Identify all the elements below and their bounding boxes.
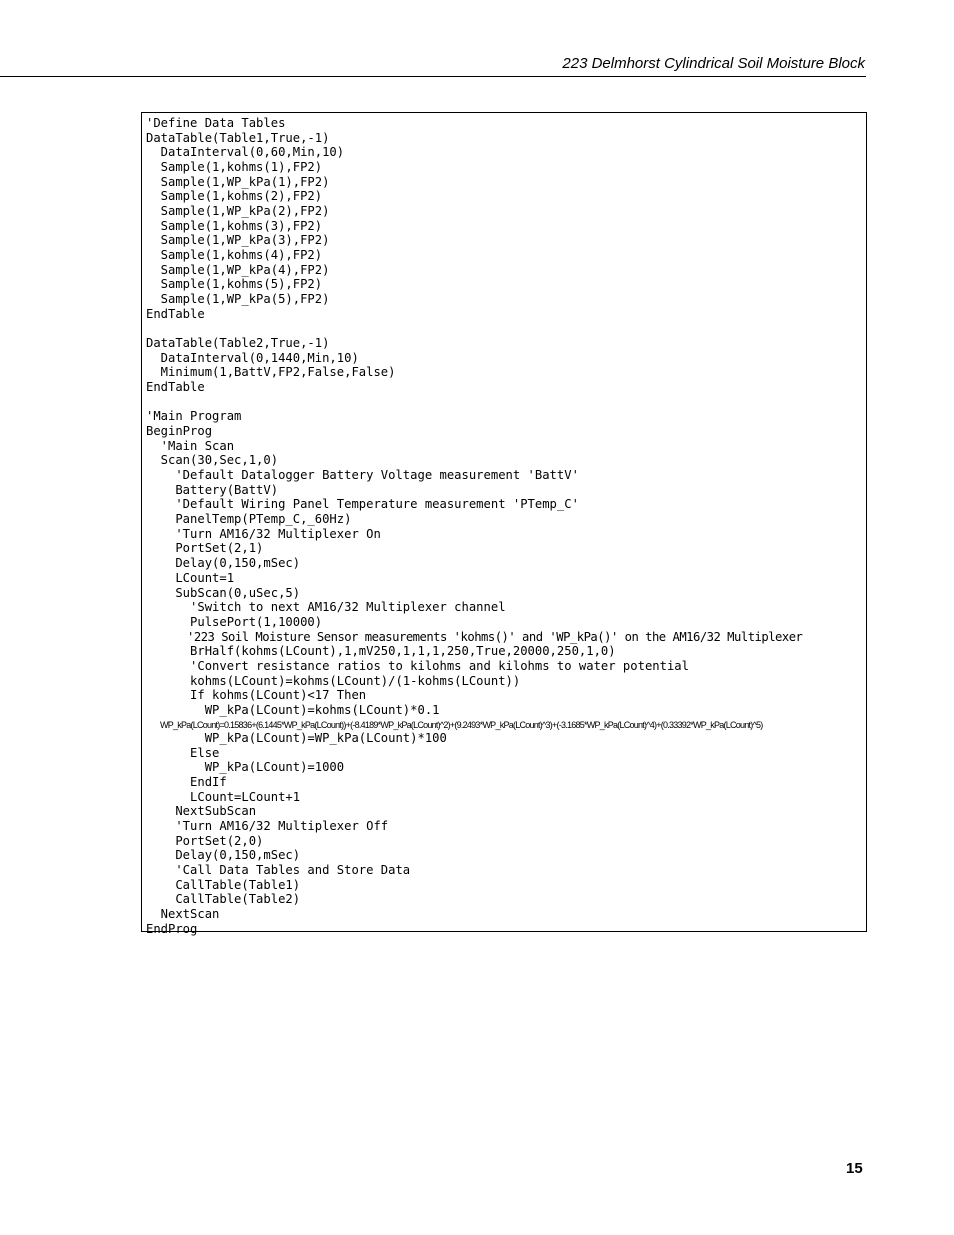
code-line: 'Default Wiring Panel Temperature measurement 'PTemp_C' xyxy=(146,497,579,512)
code-line: CallTable(Table1) xyxy=(146,877,301,892)
code-line: Sample(1,kohms(3),FP2) xyxy=(146,218,323,233)
code-line: NextSubScan xyxy=(146,804,257,819)
header-rule xyxy=(0,76,866,77)
code-line: kohms(LCount)=kohms(LCount)/(1-kohms(LCount)) xyxy=(146,673,521,688)
code-line: NextScan xyxy=(146,907,220,922)
code-line: SubScan(0,uSec,5) xyxy=(146,585,301,600)
code-line: PulsePort(1,10000) xyxy=(146,614,323,629)
code-line: If kohms(LCount)<17 Then xyxy=(146,688,367,703)
code-line: Scan(30,Sec,1,0) xyxy=(146,453,279,468)
code-line: 'Turn AM16/32 Multiplexer On xyxy=(146,526,381,541)
code-line: 'Default Datalogger Battery Voltage measurement 'BattV' xyxy=(146,468,579,483)
code-line: 'Call Data Tables and Store Data xyxy=(146,863,411,878)
code-line: Sample(1,WP_kPa(5),FP2) xyxy=(146,292,330,307)
code-line: DataInterval(0,1440,Min,10) xyxy=(146,350,359,365)
code-line: PortSet(2,1) xyxy=(146,541,264,556)
code-line: Sample(1,WP_kPa(3),FP2) xyxy=(146,233,330,248)
page-number: 15 xyxy=(846,1160,863,1177)
code-line: DataTable(Table1,True,-1) xyxy=(146,130,330,145)
code-line: Sample(1,WP_kPa(4),FP2) xyxy=(146,262,330,277)
code-line: Sample(1,WP_kPa(2),FP2) xyxy=(146,204,330,219)
code-line: 'Turn AM16/32 Multiplexer Off xyxy=(146,819,389,834)
code-line: Sample(1,kohms(1),FP2) xyxy=(146,160,323,175)
code-line: Sample(1,kohms(5),FP2) xyxy=(146,277,323,292)
code-line: Delay(0,150,mSec) xyxy=(146,848,301,863)
code-line: Sample(1,WP_kPa(1),FP2) xyxy=(146,174,330,189)
code-line: WP_kPa(LCount)=1000 xyxy=(146,760,345,775)
code-line: WP_kPa(LCount)=WP_kPa(LCount)*100 xyxy=(146,731,447,746)
code-line: Sample(1,kohms(2),FP2) xyxy=(146,189,323,204)
code-line: Minimum(1,BattV,FP2,False,False) xyxy=(146,365,396,380)
code-line: '223 Soil Moisture Sensor measurements 'kohms()' and 'WP_kPa()' on the AM16/32 Multiplexer xyxy=(146,629,803,644)
code-line: WP_kPa(LCount)=kohms(LCount)*0.1 xyxy=(146,702,440,717)
code-line: 'Define Data Tables xyxy=(146,116,286,130)
code-line: WP_kPa(LCount)=0.15836+(6.1445*WP_kPa(LCount))+(-8.4189*WP_kPa(LCount)^2)+(9.2493*WP_kPa(LCount)^3)+(-3.1685*WP_kPa(LCount)^4)+(0.33392*WP_kPa(LCount)^5) xyxy=(146,719,763,730)
code-line: Sample(1,kohms(4),FP2) xyxy=(146,248,323,263)
code-line: LCount=LCount+1 xyxy=(146,789,301,804)
code-line: EndIf xyxy=(146,775,227,790)
code-line xyxy=(146,321,866,336)
code-line: 'Main Scan xyxy=(146,438,235,453)
code-line: 'Convert resistance ratios to kilohms and kilohms to water potential xyxy=(146,658,689,673)
code-line: EndTable xyxy=(146,380,205,395)
code-line: PortSet(2,0) xyxy=(146,833,264,848)
code-line: Else xyxy=(146,745,220,760)
code-line xyxy=(146,395,866,410)
code-line: EndTable xyxy=(146,306,205,321)
code-line: Battery(BattV) xyxy=(146,482,279,497)
code-line: DataInterval(0,60,Min,10) xyxy=(146,145,345,160)
program-listing xyxy=(141,112,867,936)
code-line: Delay(0,150,mSec) xyxy=(146,556,301,571)
code-line: BeginProg xyxy=(146,424,213,439)
code-line: BrHalf(kohms(LCount),1,mV250,1,1,1,250,True,20000,250,1,0) xyxy=(146,644,616,659)
code-line: 'Switch to next AM16/32 Multiplexer channel xyxy=(146,600,506,615)
code-line: LCount=1 xyxy=(146,570,235,585)
code-line: PanelTemp(PTemp_C,_60Hz) xyxy=(146,512,352,527)
code-line: CallTable(Table2) xyxy=(146,892,301,907)
code-line: 'Main Program xyxy=(146,409,242,424)
code-line: EndProg xyxy=(146,921,198,936)
code-line: DataTable(Table2,True,-1) xyxy=(146,336,330,351)
running-header-title: 223 Delmhorst Cylindrical Soil Moisture Block xyxy=(562,55,865,72)
